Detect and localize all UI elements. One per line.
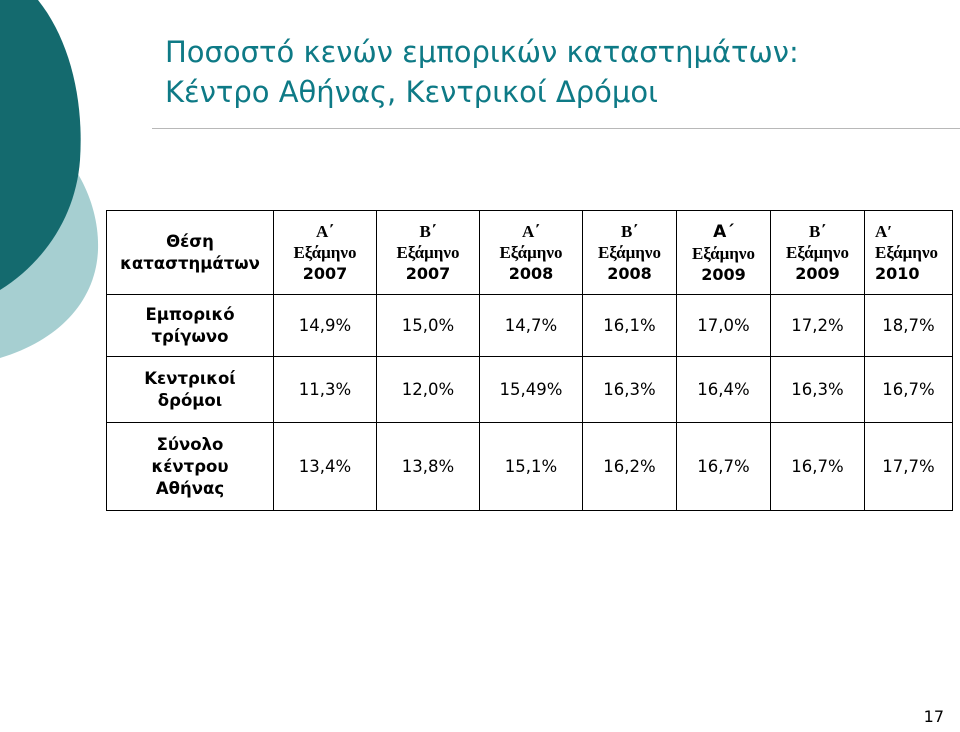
header-row [107, 211, 953, 295]
value-cell: 18,7% [865, 295, 953, 357]
row-label-line-2: τρίγωνο [151, 326, 229, 346]
column-header [677, 211, 771, 295]
column-word: Εξάμηνο [597, 243, 662, 262]
column-header [377, 211, 480, 295]
row-header [107, 357, 274, 423]
column-word: Εξάμηνο [785, 243, 850, 262]
value-cell: 16,3% [771, 357, 865, 423]
value-cell: 12,0% [377, 357, 480, 423]
title-divider [152, 128, 960, 129]
row-header [107, 295, 274, 357]
column-half: A΄ [713, 221, 734, 242]
row-label-line-2: δρόμοι [157, 390, 223, 410]
column-year: 2010 [875, 264, 920, 283]
value-cell: 13,4% [274, 423, 377, 511]
value-cell: 15,1% [480, 423, 583, 511]
value-cell: 16,2% [583, 423, 677, 511]
value-cell: 13,8% [377, 423, 480, 511]
corner-label-line-2: καταστημάτων [120, 253, 260, 273]
title-line-2: Κέντρο Αθήνας, Κεντρικοί Δρόμοι [165, 75, 658, 109]
row-label-line-1: Σύνολο [156, 434, 224, 454]
page-number: 17 [923, 707, 944, 726]
column-header [480, 211, 583, 295]
slide-title [165, 32, 945, 112]
column-half: B΄ [621, 222, 638, 241]
row-label-line-2: κέντρου [151, 456, 229, 476]
column-half: B΄ [419, 222, 437, 241]
table-row [107, 357, 953, 423]
column-word: Εξάμηνο [499, 243, 563, 262]
column-half: A΄ [316, 222, 334, 241]
column-year: 2007 [302, 264, 348, 283]
column-word: Εξάμηνο [396, 243, 460, 262]
column-header [771, 211, 865, 295]
row-header [107, 423, 274, 511]
column-header [865, 211, 953, 295]
value-cell: 11,3% [274, 357, 377, 423]
row-label-line-1: Εμπορικό [145, 304, 235, 324]
column-half: A΄ [522, 222, 540, 241]
row-label-line-3: Αθήνας [155, 478, 225, 498]
value-cell: 15,0% [377, 295, 480, 357]
value-cell: 14,9% [274, 295, 377, 357]
value-cell: 16,4% [677, 357, 771, 423]
column-half: A′ [875, 222, 893, 241]
column-header [274, 211, 377, 295]
value-cell: 14,7% [480, 295, 583, 357]
table-row [107, 295, 953, 357]
value-cell: 17,0% [677, 295, 771, 357]
vacancy-table [106, 210, 953, 511]
value-cell: 15,49% [480, 357, 583, 423]
value-cell: 16,7% [677, 423, 771, 511]
column-word: Εξάμηνο [875, 243, 939, 262]
row-label-line-1: Κεντρικοί [144, 368, 236, 388]
corner-label-line-1: Θέση [166, 231, 214, 251]
value-cell: 17,2% [771, 295, 865, 357]
column-year: 2008 [508, 264, 554, 283]
column-year: 2009 [701, 264, 746, 284]
column-year: 2008 [607, 264, 652, 283]
corner-header [107, 211, 274, 295]
value-cell: 16,7% [865, 357, 953, 423]
column-word: Εξάμηνο [691, 243, 756, 263]
value-cell: 16,7% [771, 423, 865, 511]
value-cell: 17,7% [865, 423, 953, 511]
column-year: 2007 [405, 264, 451, 283]
column-year: 2009 [795, 264, 840, 283]
table-row [107, 423, 953, 511]
value-cell: 16,1% [583, 295, 677, 357]
column-word: Εξάμηνο [293, 243, 357, 262]
value-cell: 16,3% [583, 357, 677, 423]
title-line-1: Ποσοστό κενών εμπορικών καταστημάτων: [165, 35, 799, 69]
column-header [583, 211, 677, 295]
decorative-arcs [0, 0, 120, 360]
column-half: B΄ [809, 222, 826, 241]
